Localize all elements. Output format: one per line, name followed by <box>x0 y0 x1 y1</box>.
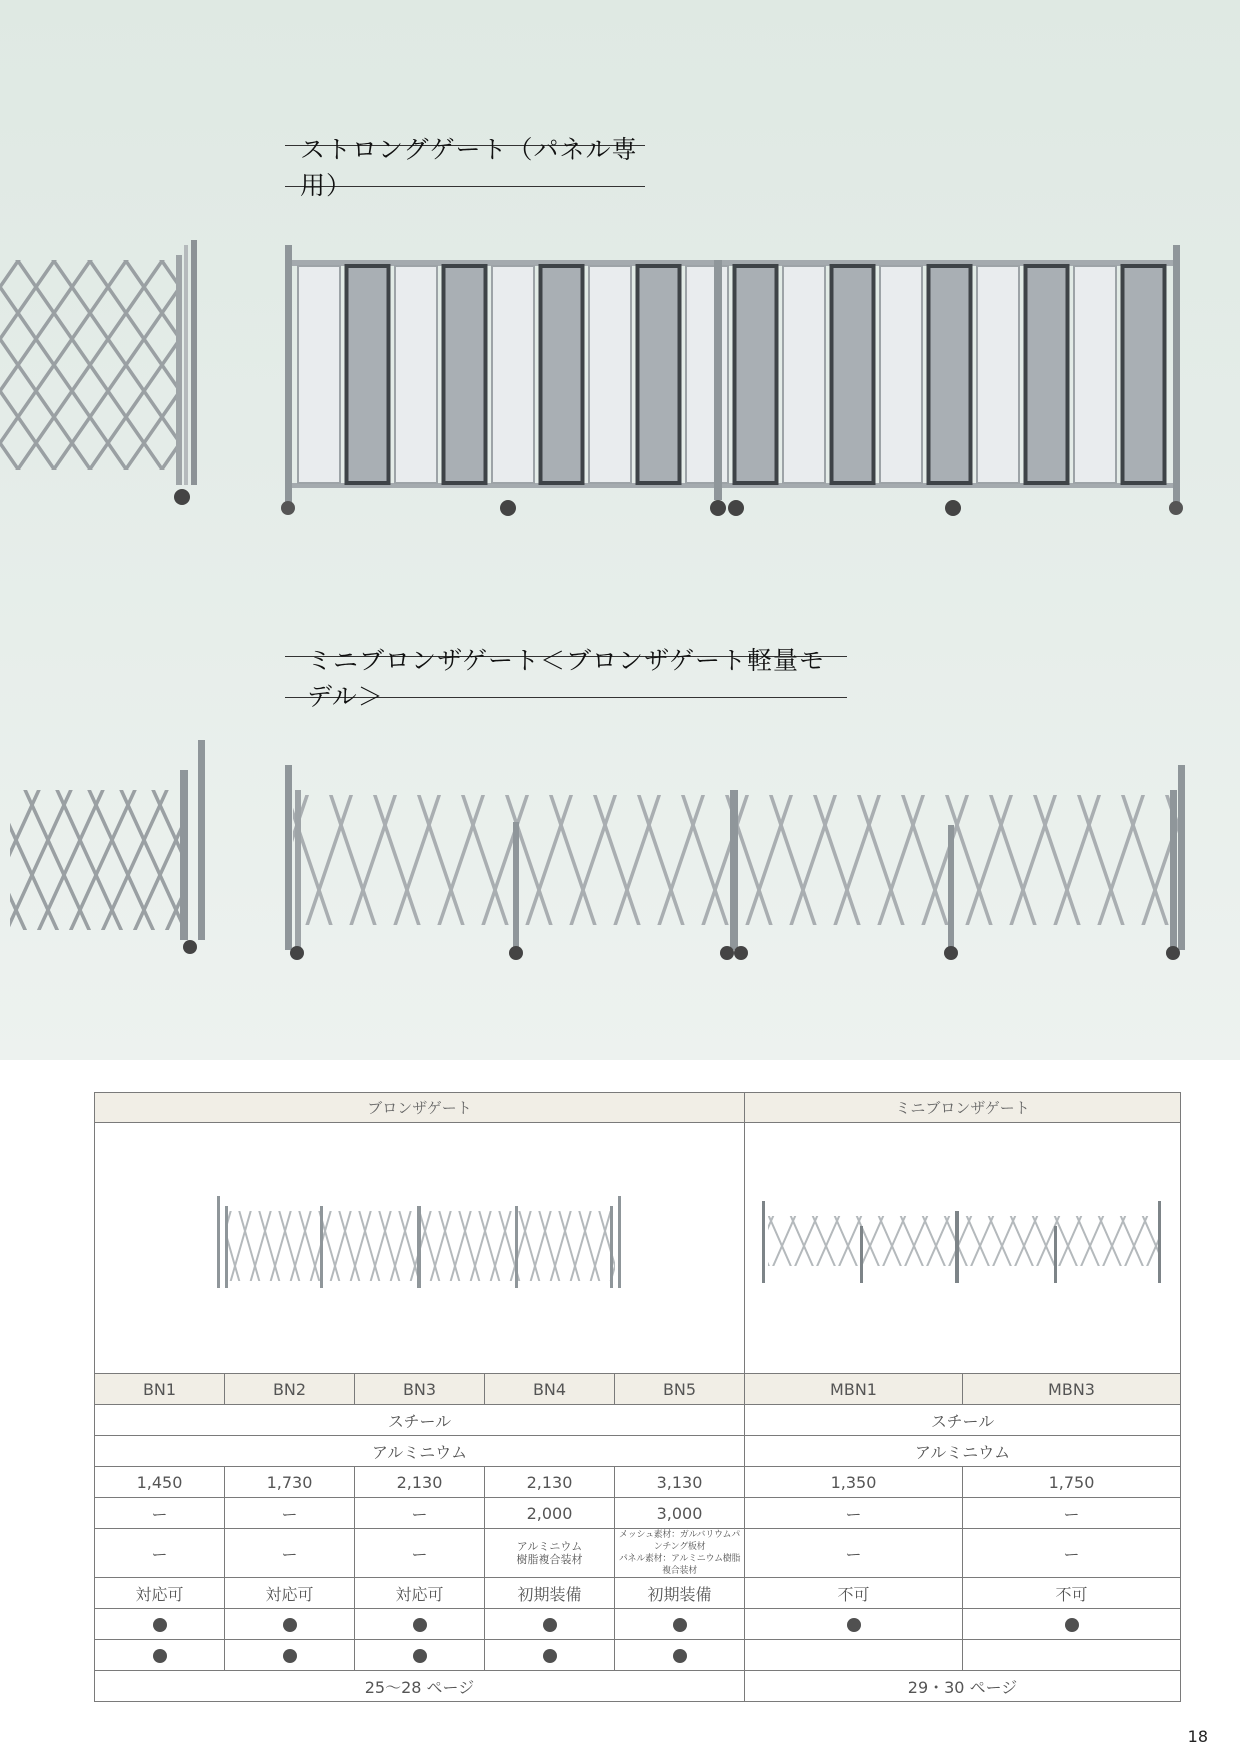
filled-dot-icon <box>1065 1618 1079 1632</box>
filled-dot-icon <box>847 1618 861 1632</box>
model-cell: BN1 <box>95 1374 225 1405</box>
dot-cell <box>355 1609 485 1640</box>
gate-panel <box>347 266 389 483</box>
steel-row <box>95 1405 1181 1436</box>
gate-panel <box>880 266 922 483</box>
model-cell: BN3 <box>355 1374 485 1405</box>
group-header-row <box>95 1093 1181 1123</box>
gate-panel <box>735 266 777 483</box>
material-line: メッシュ素材：ガルバリウムパンチング板材 <box>619 1530 740 1552</box>
spec-table <box>94 1092 1181 1702</box>
lattice-gate-partial-bottom <box>0 735 215 960</box>
product-image-row <box>95 1123 1181 1374</box>
dot-cell <box>963 1609 1181 1640</box>
aluminum-row <box>95 1436 1181 1467</box>
dot-cell <box>615 1640 745 1671</box>
value-cell: 2,000 <box>485 1498 615 1529</box>
dot-cell <box>485 1640 615 1671</box>
filled-dot-icon <box>673 1649 687 1663</box>
value-cell: ー <box>95 1498 225 1529</box>
gate-panel <box>1074 266 1116 483</box>
group-bronze-header: ブロンザゲート <box>95 1093 745 1123</box>
gate-panel <box>298 266 340 483</box>
dot-cell <box>95 1609 225 1640</box>
filled-dot-icon <box>153 1649 167 1663</box>
gate-panel <box>492 266 534 483</box>
dot-cell <box>485 1609 615 1640</box>
support-cell: 初期装備 <box>615 1578 745 1609</box>
support-cell: 対応可 <box>355 1578 485 1609</box>
value-row-1 <box>95 1467 1181 1498</box>
value-cell: 1,750 <box>963 1467 1181 1498</box>
material-line: アルミニウム <box>516 1540 583 1553</box>
value-cell: ー <box>745 1498 963 1529</box>
support-row <box>95 1578 1181 1609</box>
filled-dot-icon <box>413 1649 427 1663</box>
dot-row-1 <box>95 1609 1181 1640</box>
material-cell: ー <box>225 1529 355 1578</box>
value-cell: ー <box>225 1498 355 1529</box>
lattice-gate-partial-top <box>0 235 215 515</box>
material-row <box>95 1529 1181 1578</box>
value-cell: 2,130 <box>355 1467 485 1498</box>
bronze-gate-thumbnail-cell <box>95 1123 745 1374</box>
value-cell: 1,450 <box>95 1467 225 1498</box>
filled-dot-icon <box>283 1649 297 1663</box>
value-cell: 3,130 <box>615 1467 745 1498</box>
support-cell: 対応可 <box>95 1578 225 1609</box>
model-cell: MBN1 <box>745 1374 963 1405</box>
material-cell: ー <box>355 1529 485 1578</box>
bronze-gate-thumbnail <box>215 1196 625 1296</box>
support-cell: 対応可 <box>225 1578 355 1609</box>
dot-cell <box>225 1640 355 1671</box>
filled-dot-icon <box>673 1618 687 1632</box>
steel-mini-cell: スチール <box>745 1405 1181 1436</box>
page-number: 18 <box>1187 1727 1208 1746</box>
gate-panel <box>589 266 631 483</box>
material-cell: ー <box>95 1529 225 1578</box>
filled-dot-icon <box>283 1618 297 1632</box>
dot-cell <box>745 1609 963 1640</box>
material-cell-bn4 <box>485 1529 615 1578</box>
mini-bronze-heading: ミニブロンザゲート＜ブロンザゲート軽量モデル＞ <box>285 656 847 698</box>
dot-cell <box>225 1609 355 1640</box>
page-ref-mini: 29・30 ページ <box>745 1671 1181 1702</box>
value-row-2 <box>95 1498 1181 1529</box>
model-cell: BN5 <box>615 1374 745 1405</box>
gate-panel <box>783 266 825 483</box>
value-cell: 1,730 <box>225 1467 355 1498</box>
filled-dot-icon <box>543 1649 557 1663</box>
gate-panel <box>1026 266 1068 483</box>
dot-row-2 <box>95 1640 1181 1671</box>
filled-dot-icon <box>543 1618 557 1632</box>
gate-panel <box>395 266 437 483</box>
model-row <box>95 1374 1181 1405</box>
gate-panel <box>541 266 583 483</box>
support-cell: 不可 <box>963 1578 1181 1609</box>
dot-cell <box>355 1640 485 1671</box>
steel-bronze-cell: スチール <box>95 1405 745 1436</box>
mini-gate-thumbnail-cell <box>745 1123 1181 1374</box>
dot-cell <box>615 1609 745 1640</box>
support-cell: 初期装備 <box>485 1578 615 1609</box>
material-cell: ー <box>963 1529 1181 1578</box>
material-line: 樹脂複合装材 <box>516 1553 583 1566</box>
value-cell: ー <box>355 1498 485 1529</box>
dot-cell <box>95 1640 225 1671</box>
value-cell: ー <box>963 1498 1181 1529</box>
gate-panel <box>929 266 971 483</box>
gate-panel <box>444 266 486 483</box>
aluminum-mini-cell: アルミニウム <box>745 1436 1181 1467</box>
group-mini-header: ミニブロンザゲート <box>745 1093 1181 1123</box>
dot-cell <box>963 1640 1181 1671</box>
gate-panel <box>832 266 874 483</box>
model-cell: MBN3 <box>963 1374 1181 1405</box>
dot-cell <box>745 1640 963 1671</box>
value-cell: 2,130 <box>485 1467 615 1498</box>
strong-gate-image <box>270 240 1200 520</box>
model-cell: BN4 <box>485 1374 615 1405</box>
material-cell-bn5 <box>615 1529 745 1578</box>
material-cell: ー <box>745 1529 963 1578</box>
page-ref-bronze: 25～28 ページ <box>95 1671 745 1702</box>
value-cell: 1,350 <box>745 1467 963 1498</box>
support-cell: 不可 <box>745 1578 963 1609</box>
filled-dot-icon <box>153 1618 167 1632</box>
model-cell: BN2 <box>225 1374 355 1405</box>
gate-panel <box>977 266 1019 483</box>
mini-bronze-gate-image <box>275 760 1205 970</box>
material-line: パネル素材：アルミニウム樹脂複合装材 <box>618 1554 741 1576</box>
strong-gate-heading: ストロングゲート（パネル専用） <box>285 145 645 187</box>
aluminum-bronze-cell: アルミニウム <box>95 1436 745 1467</box>
filled-dot-icon <box>413 1618 427 1632</box>
value-cell: 3,000 <box>615 1498 745 1529</box>
page-ref-row <box>95 1671 1181 1702</box>
mini-gate-thumbnail <box>760 1196 1165 1296</box>
gate-panel <box>638 266 680 483</box>
gate-panel <box>1123 266 1165 483</box>
